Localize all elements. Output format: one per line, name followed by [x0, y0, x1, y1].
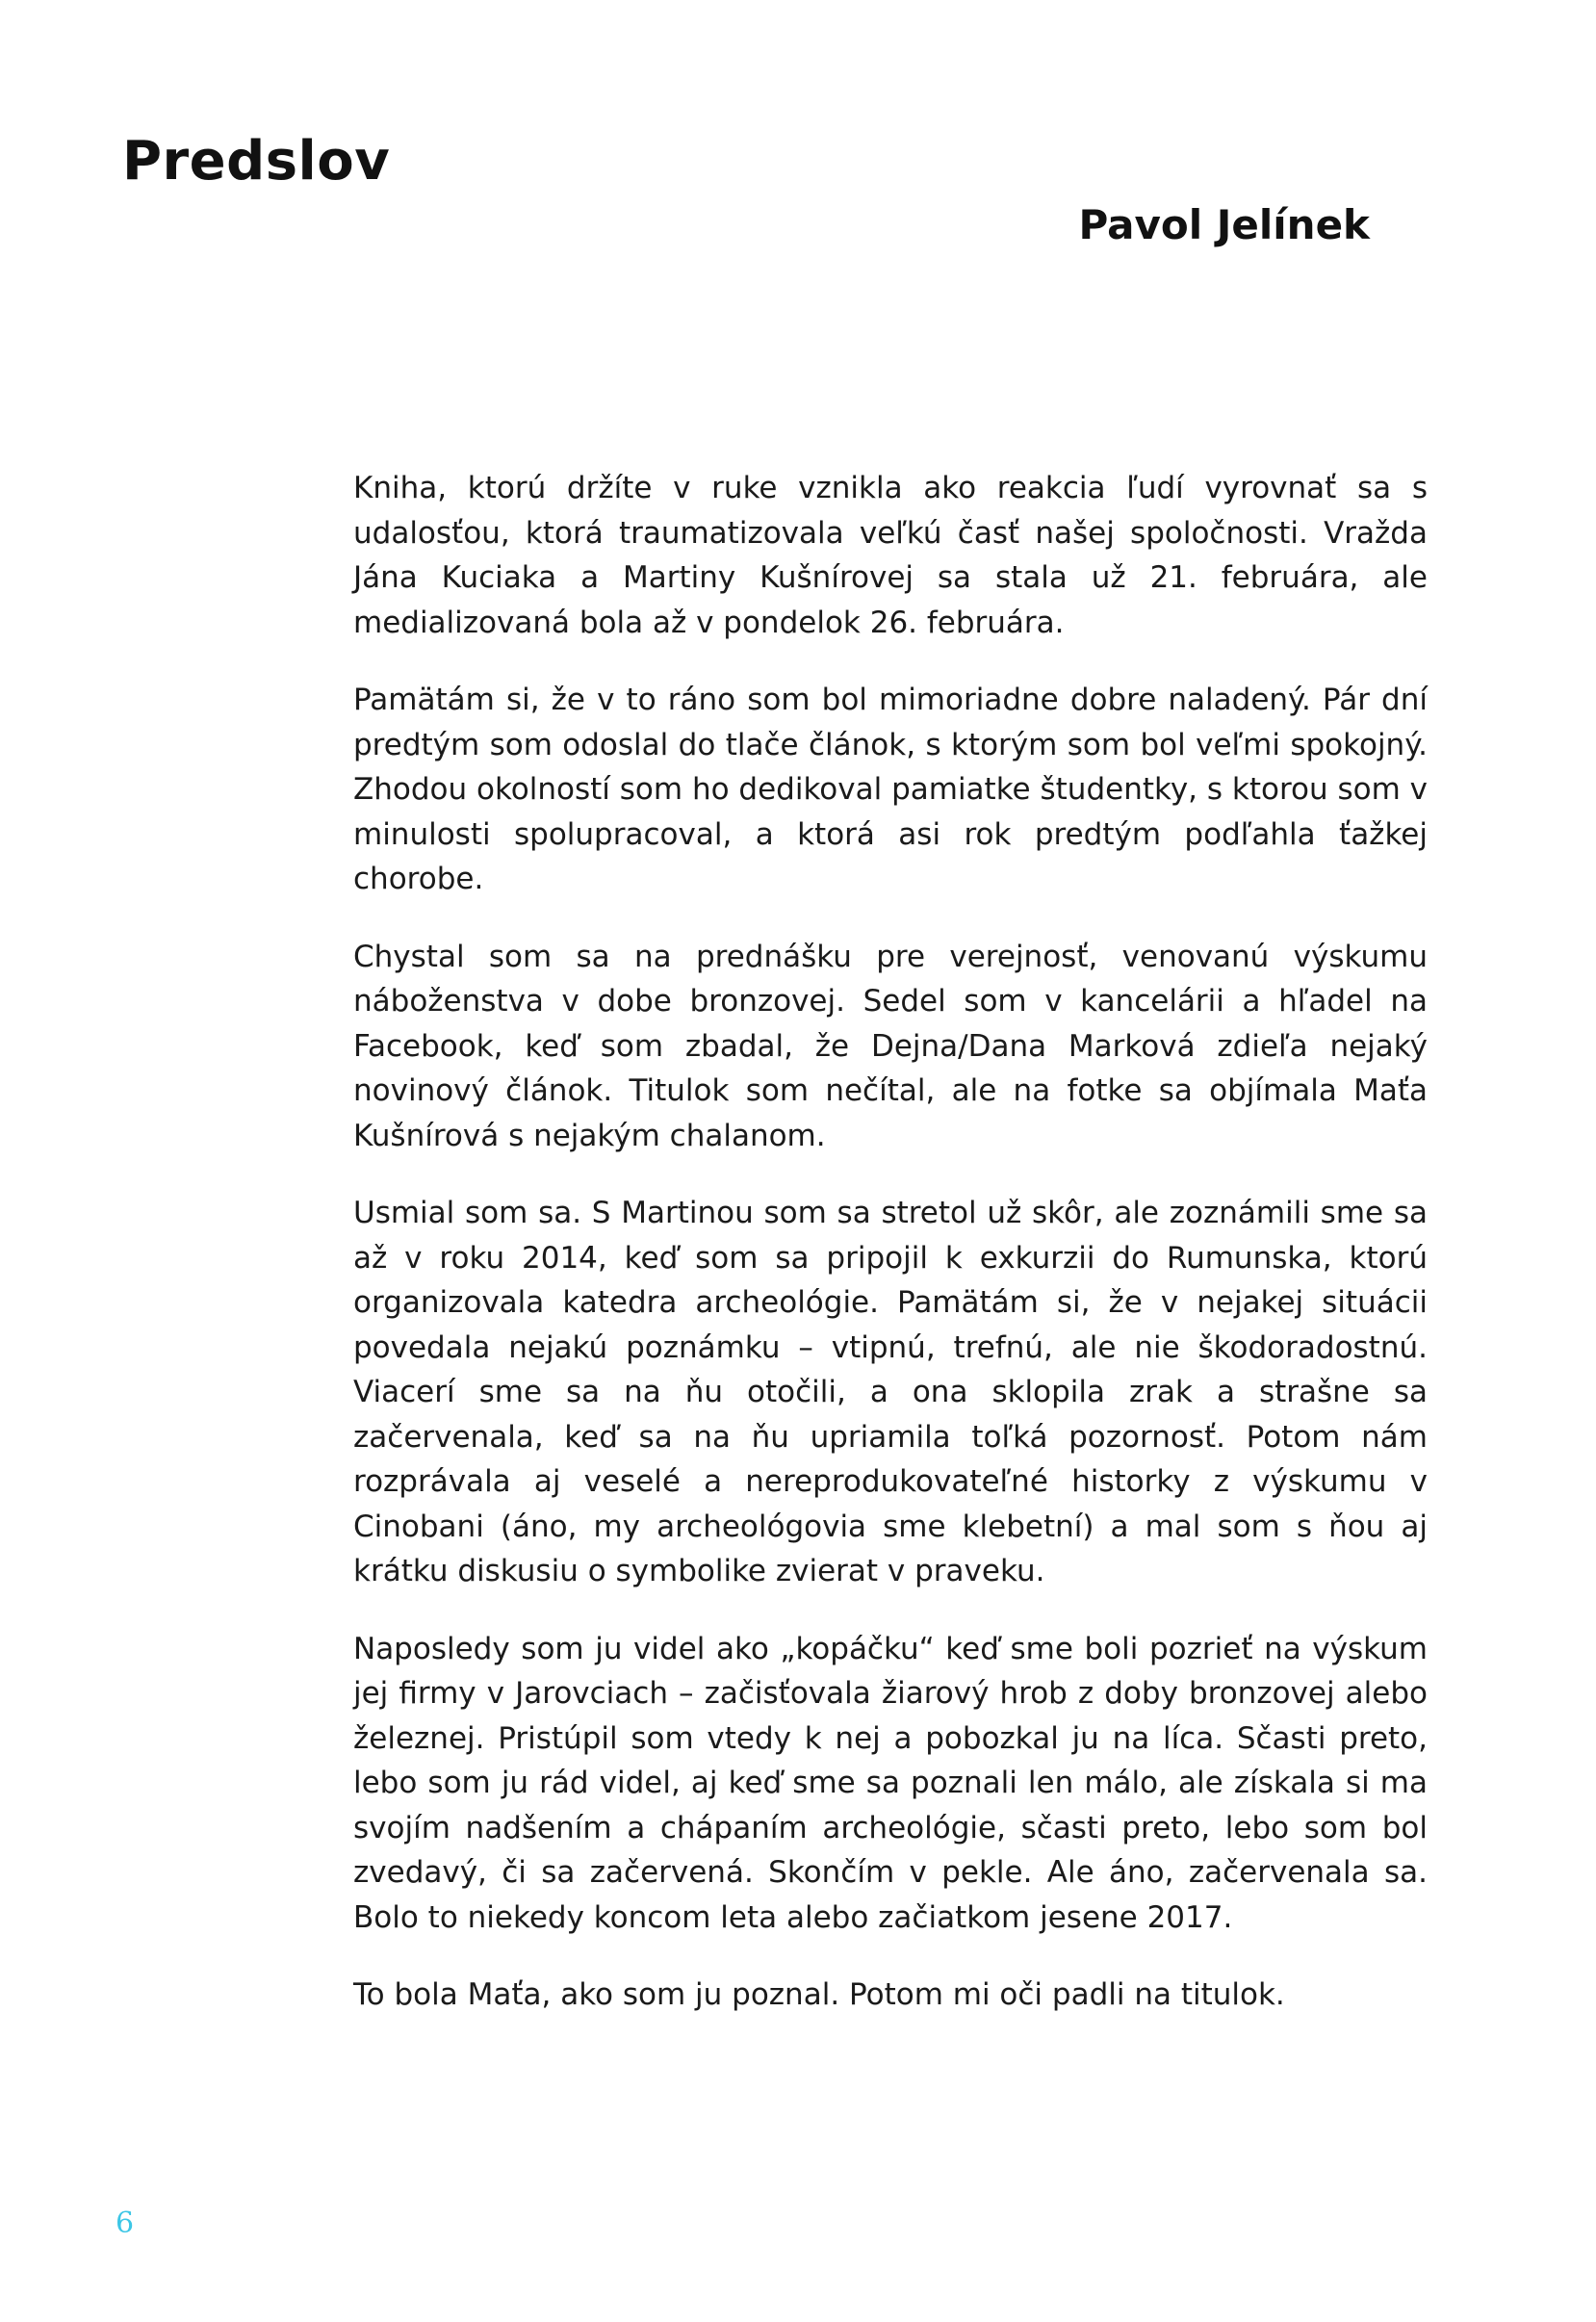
paragraph: To bola Maťa, ako som ju poznal. Potom mi oči padli na titulok. — [353, 1977, 1285, 2012]
paragraph: Kniha, ktorú držíte v ruke vznikla ako reakcia ľudí vyrovnať sa s udalosťou, ktorá traumatizovala veľkú časť našej spoločnosti. Vražda Jána Kuciaka a Martiny Kušnírovej sa stala už 21. februára, ale medializovaná bola až v pondelok 26. februára. — [353, 471, 1428, 640]
paragraph: Pamätám si, že v to ráno som bol mimoriadne dobre naladený. Pár dní predtým som odoslal do tlače článok, s ktorým som bol veľmi spokojný. Zhodou okolností som ho dedikoval pamiatke študentky, s ktorou som v minulosti spolupracoval, a ktorá asi rok predtým podľahla ťažkej chorobe. — [353, 683, 1429, 896]
author-name: Pavol Jelínek — [1078, 201, 1370, 248]
body-text — [353, 466, 1428, 2051]
paragraph: Naposledy som ju videl ako „kopáčku“ keď sme boli pozrieť na výskum jej firmy v Jarovciach – začisťovala žiarový hrob z doby bronzovej alebo železnej. Pristúpil som vtedy k nej a pobozkal ju na líca. Sčasti preto, lebo som ju rád videl, aj keď sme sa poznali len málo, ale získala si ma svojím nadšením a chápaním archeológie, sčasti preto, lebo som bol zvedavý, či sa začervená. Skončím v pekle. Ale áno, začervenala sa. Bolo to niekedy koncom leta alebo začiatkom jesene 2017. — [353, 1631, 1428, 1935]
page-title: Predslov — [122, 130, 391, 193]
paragraph: Usmial som sa. S Martinou som sa stretol už skôr, ale zoznámili sme sa až v roku 2014, keď som sa pripojil k exkurzii do Rumunska, ktorú organizovala katedra archeológie. Pamätám si, že v nejakej situácii povedala nejakú poznámku – vtipnú, trefnú, ale nie škodoradostnú. Viacerí sme sa na ňu otočili, a ona sklopila zrak a strašne sa začervenala, keď sa na ňu upriamila toľká pozornosť. Potom nám rozprávala aj veselé a nereprodukovateľné historky z výskumu v Cinobani (áno, my archeológovia sme klebetní) a mal som s ňou aj krátku diskusiu o symbolike zvierat v praveku. — [353, 1196, 1428, 1588]
page-number: 6 — [116, 2206, 135, 2240]
paragraph: Chystal som sa na prednášku pre verejnosť, venovanú výskumu náboženstva v dobe bronzovej. Sedel som v kancelárii a hľadel na Facebook, keď som zbadal, že Dejna/Dana Marková zdieľa nejaký novinový článok. Titulok som nečítal, ale na fotke sa objímala Maťa Kušnírová s nejakým chalanom. — [353, 939, 1428, 1153]
